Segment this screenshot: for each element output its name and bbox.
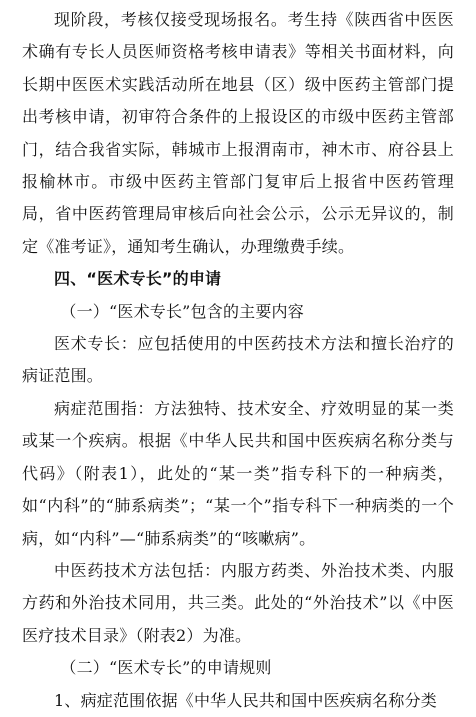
paragraph-technique-methods: 中医药技术方法包括：内服方药类、外治技术类、内服方药和外治技术同用，共三类。此处的“外治技术”以《中医医疗技术目录》（附表2）为准。 — [22, 560, 454, 645]
section-heading-4: 四、“医术专长”的申请 — [54, 269, 222, 289]
subsection-heading-1: （一）“医术专长”包含的主要内容 — [60, 301, 304, 321]
paragraph-application-rule-1: 1、病症范围依据《中华人民共和国中医疾病名称分类 — [54, 690, 437, 710]
subsection-heading-2: （二）“医术专长”的申请规则 — [60, 658, 272, 678]
paragraph-specialty-definition: 医术专长：应包括使用的中医药技术方法和擅长治疗的病证范围。 — [22, 334, 454, 386]
paragraph-registration-process: 现阶段，考核仅接受现场报名。考生持《陕西省中医医术确有专长人员医师资格考核申请表》等相关书面材料，向长期中医医术实践活动所在地县（区）级中医药主管部门提出考核申请，初审符合条件的上报设区的市级中医药主管部门，结合我省实际，韩城市上报渭南市，神木市、府谷县上报榆林市。市级中医药主管部门复审后上报省中医药管理局，省中医药管理局审核后向社会公示，公示无异议的，制定《准考证》，通知考生确认，办理缴费手续。 — [22, 10, 454, 256]
paragraph-disease-scope: 病症范围指：方法独特、技术安全、疗效明显的某一类或某一个疾病。根据《中华人民共和国中医疾病名称分类与代码》（附表1），此处的“某一类”指专科下的一种病类，如“内科”的“肺系病类”；“某一个”指专科下一种病类的一个病，如“内科”—“肺系病类”的“咳嗽病”。 — [22, 398, 454, 548]
